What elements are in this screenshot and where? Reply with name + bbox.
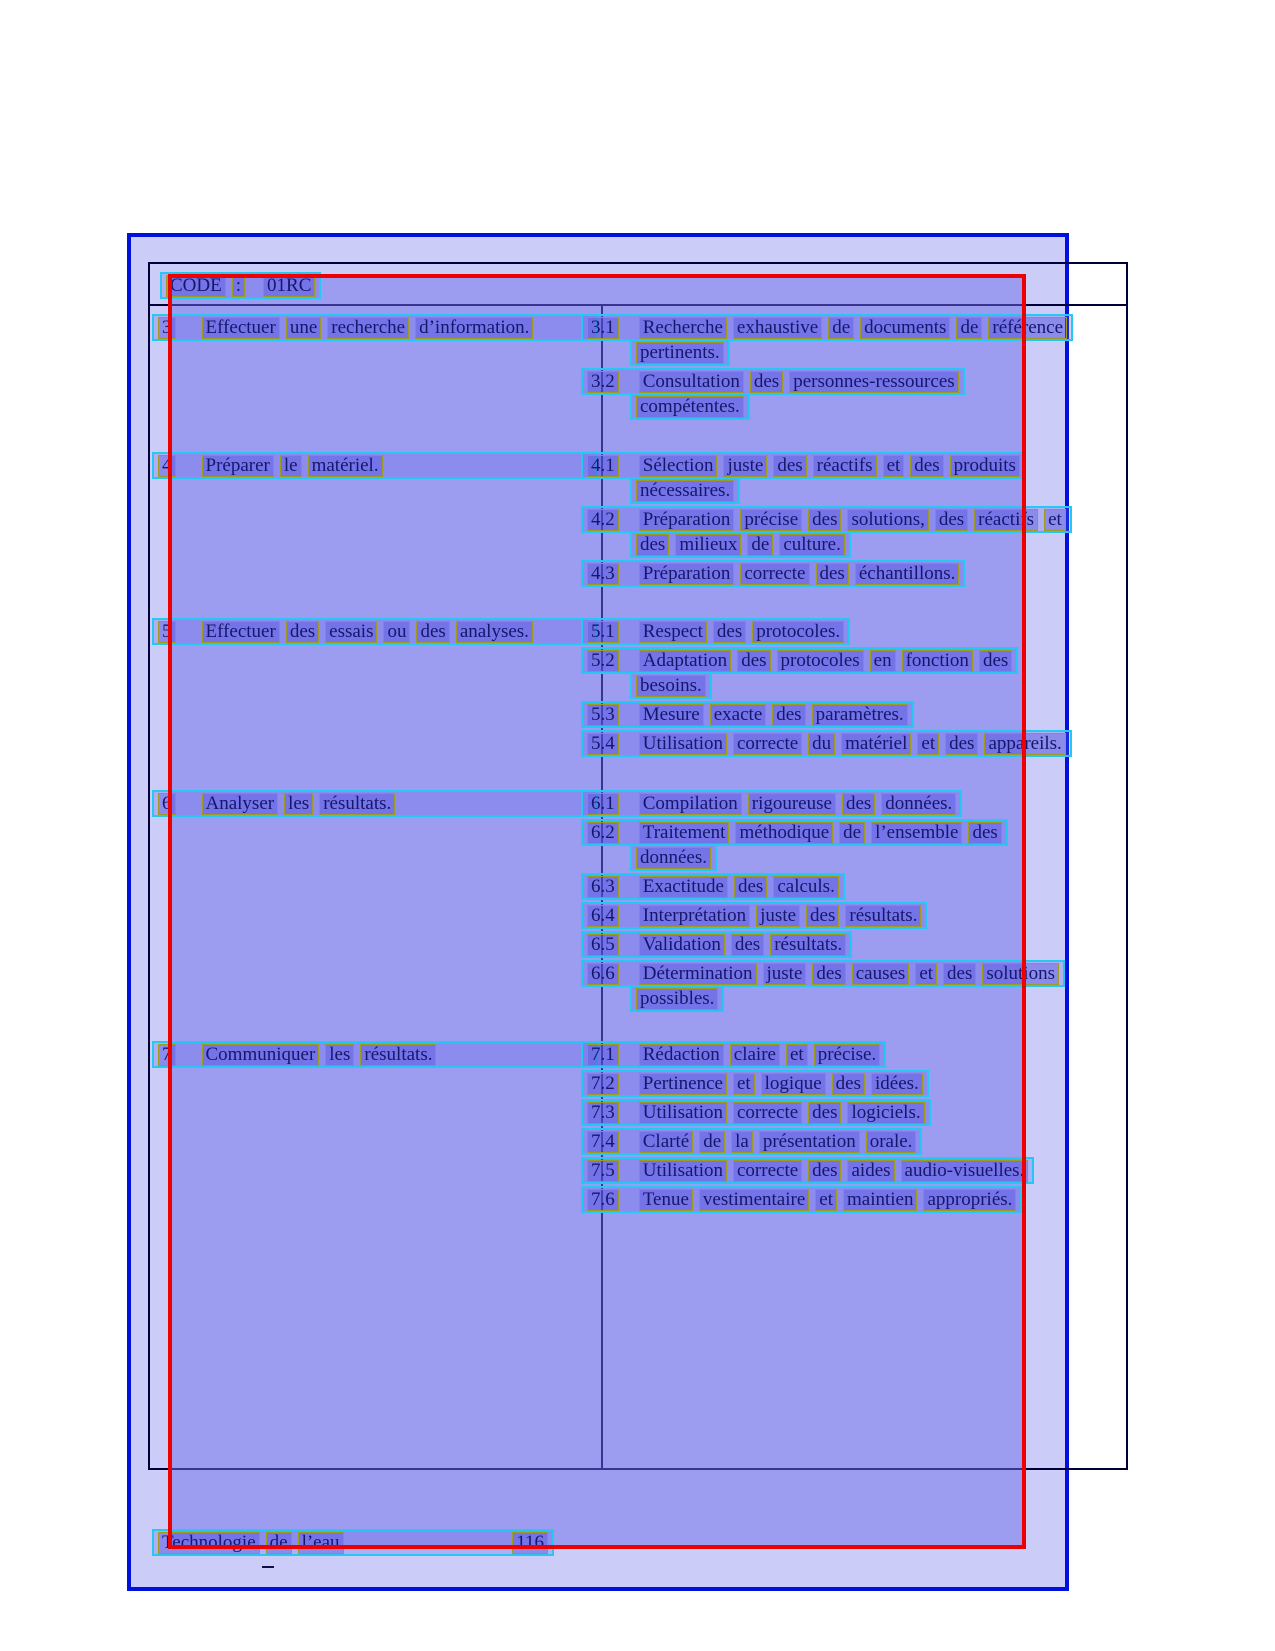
criterion-line: [581, 902, 927, 929]
criterion-word: Préparation: [639, 563, 735, 585]
criterion-number: 4.1: [587, 455, 619, 477]
criterion-word: personnes-ressources: [789, 371, 958, 393]
criterion-line: [581, 1128, 922, 1155]
criterion-word: Exactitude: [639, 876, 728, 898]
criterion-word: idées.: [871, 1073, 923, 1095]
criterion-line: [581, 790, 962, 817]
criterion-word: Consultation: [639, 371, 744, 393]
criterion-word: de: [747, 534, 773, 556]
objective-number: 3: [158, 317, 176, 339]
criterion-word: et: [815, 1189, 837, 1211]
criterion-word: et: [917, 733, 939, 755]
criterion-line: [581, 960, 1065, 987]
criterion-number: 6.6: [587, 963, 619, 985]
objective-line: [152, 452, 598, 479]
scan-artifact-tick: [262, 1566, 274, 1568]
criterion-word: et: [786, 1044, 808, 1066]
objective-word: matériel.: [308, 455, 383, 477]
footer-title-word: l’eau: [298, 1532, 344, 1554]
objective-word: recherche: [327, 317, 409, 339]
criterion-number: 3.1: [587, 317, 619, 339]
criterion-word: des: [772, 704, 805, 726]
criterion-word: Tenue: [639, 1189, 693, 1211]
objective-number: 5: [158, 621, 176, 643]
criterion-word: des: [910, 455, 943, 477]
objective-word: résultats.: [360, 1044, 436, 1066]
criterion-word: juste: [723, 455, 767, 477]
criterion-line: [581, 647, 1018, 674]
criterion-number: 7.4: [587, 1131, 619, 1153]
criterion-word: Sélection: [639, 455, 718, 477]
objective-word: résultats.: [319, 793, 395, 815]
criterion-word: aides: [847, 1160, 894, 1182]
criterion-word: Utilisation: [639, 1160, 727, 1182]
criterion-word: Utilisation: [639, 733, 727, 755]
criterion-word: Clarté: [639, 1131, 693, 1153]
criterion-word: des: [968, 822, 1001, 844]
criterion-word: correcte: [733, 1102, 802, 1124]
objective-word: analyses.: [456, 621, 533, 643]
criterion-word: référence: [988, 317, 1067, 339]
criterion-word: précise.: [814, 1044, 881, 1066]
criterion-word: des: [816, 563, 849, 585]
criterion-word: des: [737, 650, 770, 672]
criterion-line: [581, 368, 965, 395]
criterion-line: [581, 1099, 931, 1126]
criterion-line: [581, 506, 1072, 533]
criterion-word: matériel: [841, 733, 911, 755]
criterion-word: compétentes.: [636, 396, 744, 418]
criterion-word: correcte: [733, 1160, 802, 1182]
objective-word: des: [416, 621, 449, 643]
criterion-word: nécessaires.: [636, 480, 734, 502]
criterion-word: logique: [761, 1073, 826, 1095]
criterion-word: résultats.: [770, 934, 846, 956]
criterion-word: produits: [950, 455, 1020, 477]
criterion-line: [581, 931, 852, 958]
footer-line: [152, 1529, 554, 1556]
criterion-word: des: [636, 534, 669, 556]
criterion-word: calculs.: [773, 876, 839, 898]
criterion-line: [581, 560, 965, 587]
criterion-word: milieux: [675, 534, 741, 556]
objective-line: [152, 1041, 598, 1068]
criterion-word: présentation: [759, 1131, 860, 1153]
criterion-word: orale.: [866, 1131, 917, 1153]
criterion-word: précise: [740, 509, 802, 531]
criterion-word: et: [1044, 509, 1066, 531]
criterion-wrap-line: [630, 393, 750, 420]
criterion-word: protocoles.: [752, 621, 844, 643]
criterion-line: [581, 819, 1008, 846]
objective-word: Préparer: [202, 455, 274, 477]
criterion-word: Préparation: [639, 509, 735, 531]
criterion-word: rigoureuse: [748, 793, 836, 815]
criterion-number: 5.3: [587, 704, 619, 726]
objective-word: les: [284, 793, 313, 815]
criterion-word: des: [832, 1073, 865, 1095]
criterion-wrap-line: [630, 672, 712, 699]
criterion-number: 4.3: [587, 563, 619, 585]
criterion-word: des: [806, 905, 839, 927]
criterion-line: [581, 452, 1026, 479]
criterion-word: Détermination: [639, 963, 757, 985]
criterion-line: [581, 1186, 1022, 1213]
criterion-number: 3.2: [587, 371, 619, 393]
criterion-word: des: [713, 621, 746, 643]
criterion-number: 6.2: [587, 822, 619, 844]
criterion-word: des: [773, 455, 806, 477]
criterion-line: [581, 730, 1072, 757]
criterion-word: en: [870, 650, 896, 672]
footer-title-word: Technologie: [158, 1532, 260, 1554]
criterion-number: 5.4: [587, 733, 619, 755]
criterion-word: Adaptation: [639, 650, 731, 672]
criterion-word: de: [699, 1131, 725, 1153]
criterion-line: [581, 701, 914, 728]
criterion-word: données.: [636, 847, 711, 869]
criterion-word: échantillons.: [855, 563, 960, 585]
criterion-word: Mesure: [639, 704, 704, 726]
criterion-word: solutions,: [847, 509, 928, 531]
criterion-line: [581, 1041, 886, 1068]
criterion-number: 7.2: [587, 1073, 619, 1095]
criterion-number: 6.4: [587, 905, 619, 927]
criterion-word: de: [828, 317, 854, 339]
criterion-word: solutions: [982, 963, 1059, 985]
criterion-word: des: [734, 876, 767, 898]
criterion-wrap-line: [630, 477, 740, 504]
criterion-word: la: [731, 1131, 753, 1153]
criterion-word: Validation: [639, 934, 725, 956]
criterion-wrap-line: [630, 985, 724, 1012]
criterion-word: résultats.: [845, 905, 921, 927]
criterion-word: besoins.: [636, 675, 706, 697]
objective-word: Communiquer: [202, 1044, 320, 1066]
objective-word: Analyser: [202, 793, 279, 815]
criterion-word: des: [808, 1160, 841, 1182]
page-number: 116: [512, 1532, 548, 1554]
criterion-wrap-line: [630, 531, 851, 558]
objective-line: [152, 790, 598, 817]
criterion-word: fonction: [902, 650, 973, 672]
footer-title-word: de: [266, 1532, 292, 1554]
criterion-number: 5.1: [587, 621, 619, 643]
criterion-word: Pertinence: [639, 1073, 727, 1095]
criterion-line: [581, 873, 845, 900]
criterion-line: [581, 1070, 929, 1097]
criterion-number: 7.6: [587, 1189, 619, 1211]
criterion-word: des: [943, 963, 976, 985]
criterion-line: [581, 618, 850, 645]
criterion-word: paramètres.: [812, 704, 908, 726]
code-label: CODE: [166, 275, 226, 297]
criterion-number: 6.1: [587, 793, 619, 815]
objective-word: d’information.: [415, 317, 533, 339]
criterion-word: protocoles: [777, 650, 864, 672]
criterion-word: correcte: [733, 733, 802, 755]
criterion-number: 6.5: [587, 934, 619, 956]
criterion-number: 7.3: [587, 1102, 619, 1124]
criterion-word: des: [979, 650, 1012, 672]
criterion-word: de: [956, 317, 982, 339]
criterion-number: 5.2: [587, 650, 619, 672]
criterion-word: des: [945, 733, 978, 755]
criterion-word: Utilisation: [639, 1102, 727, 1124]
criterion-word: des: [842, 793, 875, 815]
objective-word: le: [280, 455, 302, 477]
criterion-word: des: [808, 509, 841, 531]
criterion-word: correcte: [740, 563, 809, 585]
criterion-word: de: [839, 822, 865, 844]
criterion-word: des: [731, 934, 764, 956]
criterion-word: maintien: [843, 1189, 917, 1211]
objective-word: des: [286, 621, 319, 643]
criterion-word: documents: [860, 317, 950, 339]
criterion-number: 4.2: [587, 509, 619, 531]
criterion-word: des: [935, 509, 968, 531]
criterion-word: audio-visuelles.: [901, 1160, 1029, 1182]
objective-number: 4: [158, 455, 176, 477]
criterion-line: [581, 1157, 1034, 1184]
criterion-wrap-line: [630, 339, 730, 366]
criterion-word: réactifs: [813, 455, 877, 477]
criterion-word: possibles.: [636, 988, 718, 1010]
code-separator: :: [232, 275, 245, 297]
criterion-word: Interprétation: [639, 905, 750, 927]
criterion-word: Compilation: [639, 793, 742, 815]
criterion-word: et: [915, 963, 937, 985]
objective-word: ou: [383, 621, 410, 643]
criterion-word: juste: [756, 905, 800, 927]
criterion-word: des: [812, 963, 845, 985]
criterion-word: et: [733, 1073, 755, 1095]
criterion-word: Traitement: [639, 822, 730, 844]
criterion-word: réactifs: [974, 509, 1038, 531]
criterion-word: pertinents.: [636, 342, 724, 364]
objective-number: 7: [158, 1044, 176, 1066]
criterion-word: appropriés.: [923, 1189, 1016, 1211]
criterion-word: logiciels.: [847, 1102, 924, 1124]
objective-line: [152, 618, 598, 645]
objective-number: 6: [158, 793, 176, 815]
objective-word: Effectuer: [202, 317, 280, 339]
objective-word: Effectuer: [202, 621, 280, 643]
criterion-wrap-line: [630, 844, 717, 871]
criterion-word: culture.: [779, 534, 845, 556]
criterion-word: des: [808, 1102, 841, 1124]
objective-word: essais: [325, 621, 377, 643]
criterion-word: vestimentaire: [699, 1189, 809, 1211]
criterion-number: 7.5: [587, 1160, 619, 1182]
criterion-word: juste: [763, 963, 807, 985]
criterion-word: Rédaction: [639, 1044, 724, 1066]
footer-title: [158, 1532, 344, 1554]
criterion-word: et: [883, 455, 905, 477]
criterion-word: l’ensemble: [871, 822, 962, 844]
code-value: 01RC: [263, 275, 315, 297]
criterion-number: 7.1: [587, 1044, 619, 1066]
criterion-word: Recherche: [639, 317, 727, 339]
criterion-number: 6.3: [587, 876, 619, 898]
objective-word: une: [286, 317, 321, 339]
criterion-word: claire: [730, 1044, 780, 1066]
criterion-word: du: [808, 733, 835, 755]
criterion-word: méthodique: [735, 822, 833, 844]
criterion-word: des: [750, 371, 783, 393]
criterion-word: exacte: [710, 704, 767, 726]
objective-line: [152, 314, 598, 341]
objective-word: les: [325, 1044, 354, 1066]
criterion-word: données.: [881, 793, 956, 815]
code-header-line: [160, 272, 321, 299]
criterion-word: Respect: [639, 621, 707, 643]
criterion-word: exhaustive: [733, 317, 822, 339]
criterion-line: [581, 314, 1073, 341]
criterion-word: causes: [852, 963, 910, 985]
criterion-word: appareils.: [984, 733, 1065, 755]
